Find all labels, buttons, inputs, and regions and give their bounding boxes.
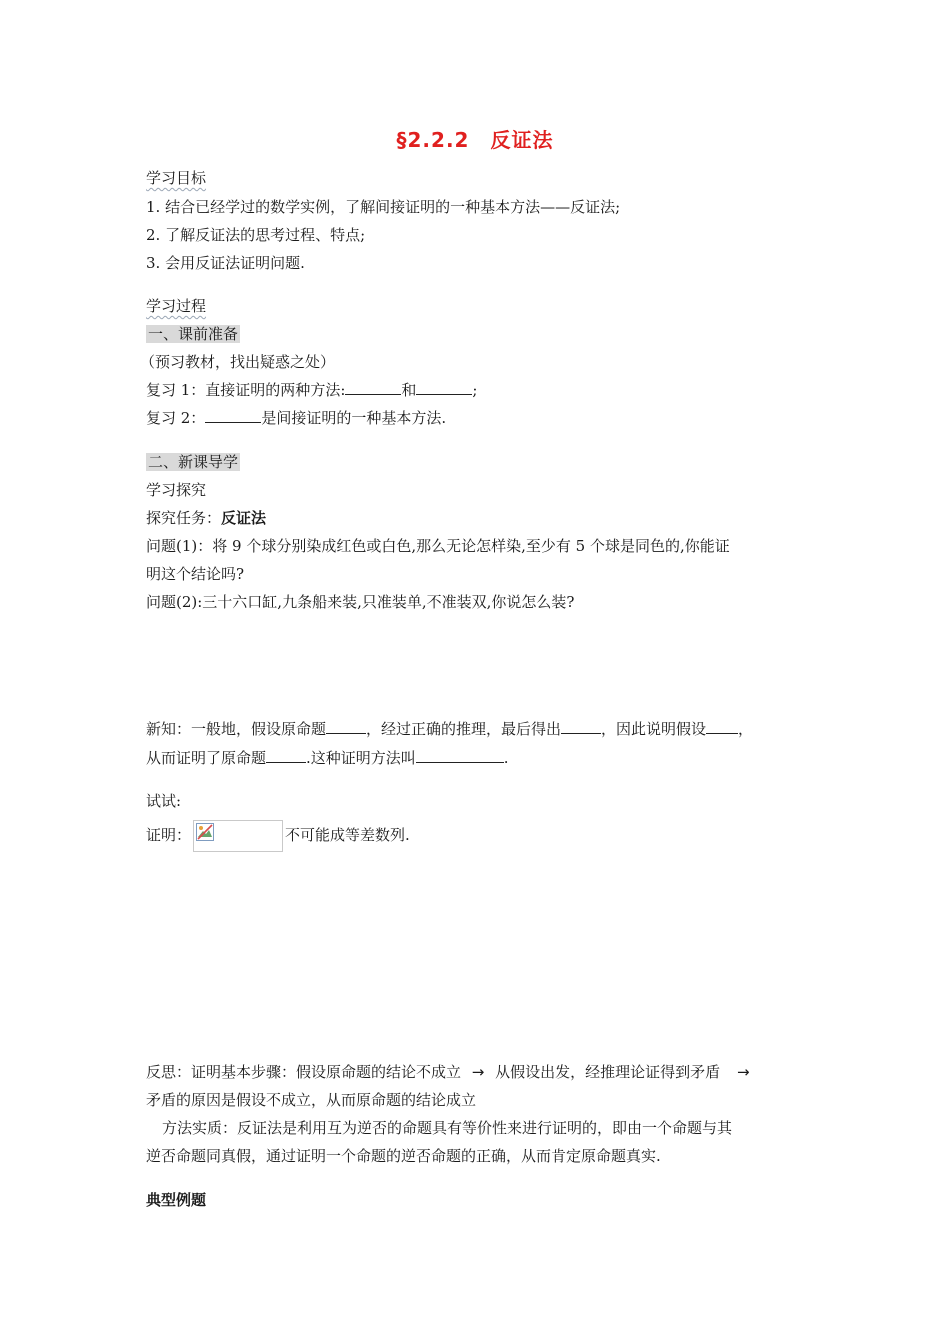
formula-image-placeholder bbox=[193, 820, 283, 852]
fill-blank[interactable] bbox=[266, 748, 306, 763]
question-1-line-2: 明这个结论吗? bbox=[146, 565, 245, 583]
goal-item-3: 3. 会用反证法证明问题. bbox=[146, 254, 305, 272]
fill-blank[interactable] bbox=[706, 719, 738, 734]
review-2-text-a: 复习 2： bbox=[146, 409, 206, 427]
reflection-line-1 bbox=[146, 1062, 750, 1082]
nk-text-d: ， bbox=[738, 720, 754, 738]
fill-blank[interactable] bbox=[416, 748, 504, 763]
arrow-icon: → bbox=[471, 1063, 485, 1081]
nk-text-e: 从而证明了原命题 bbox=[146, 749, 267, 767]
reflection-line-2: 矛盾的原因是假设不成立，从而原命题的结论成立 bbox=[146, 1091, 477, 1109]
section-2-heading bbox=[146, 452, 240, 472]
task-label: 探究任务： bbox=[146, 509, 222, 527]
explore-heading: 学习探究 bbox=[146, 481, 207, 499]
try-heading: 试试: bbox=[146, 792, 182, 810]
review-1-text-a: 复习 1：直接证明的两种方法: bbox=[146, 381, 346, 399]
prove-label: 证明： bbox=[146, 826, 192, 844]
nk-text-a: 新知：一般地，假设原命题 bbox=[146, 720, 327, 738]
goals-heading: 学习目标 bbox=[146, 169, 207, 187]
review-1-text-b: 和 bbox=[401, 381, 417, 399]
nk-text-f: .这种证明方法叫 bbox=[306, 749, 416, 767]
task-name: 反证法 bbox=[221, 509, 267, 527]
goal-item-1: 1. 结合已经学过的数学实例，了解间接证明的一种基本方法——反证法; bbox=[146, 198, 621, 216]
reflection-text-b: 从假设出发，经推理论证得到矛盾 bbox=[495, 1063, 721, 1081]
review-1 bbox=[146, 380, 477, 400]
section-2-label: 二、新课导学 bbox=[148, 453, 239, 471]
fill-blank[interactable] bbox=[416, 380, 472, 395]
page-title: §2.2.2 反证法 bbox=[396, 128, 554, 152]
review-2 bbox=[146, 408, 446, 428]
reflection-text-a: 反思：证明基本步骤：假设原命题的结论不成立 bbox=[146, 1063, 462, 1081]
review-1-text-c: ; bbox=[472, 381, 478, 399]
method-line-2: 逆否命题同真假，通过证明一个命题的逆否命题的正确，从而肯定原命题真实. bbox=[146, 1147, 661, 1165]
fill-blank[interactable] bbox=[205, 408, 261, 423]
section-1-heading bbox=[146, 324, 240, 344]
section-1-label: 一、课前准备 bbox=[148, 325, 239, 343]
fill-blank[interactable] bbox=[326, 719, 366, 734]
new-knowledge-line-1 bbox=[146, 719, 753, 739]
examples-heading: 典型例题 bbox=[146, 1191, 207, 1209]
question-1-line-1: 问题(1)：将 9 个球分别染成红色或白色,那么无论怎样染,至少有 5 个球是同色的,你能证 bbox=[146, 537, 730, 555]
fill-blank[interactable] bbox=[561, 719, 601, 734]
fill-blank[interactable] bbox=[345, 380, 401, 395]
method-line-1: 方法实质：反证法是利用互为逆否的命题具有等价性来进行证明的，即由一个命题与其 bbox=[162, 1119, 733, 1137]
arrow-icon: → bbox=[736, 1063, 750, 1081]
review-2-text-b: 是间接证明的一种基本方法. bbox=[261, 409, 447, 427]
broken-image-icon bbox=[196, 823, 214, 841]
nk-text-c: ，因此说明假设 bbox=[601, 720, 707, 738]
question-2: 问题(2):三十六口缸,九条船来装,只准装单,不准装双,你说怎么装? bbox=[146, 593, 575, 611]
preview-note: （预习教材，找出疑惑之处） bbox=[140, 353, 336, 371]
try-prove bbox=[146, 820, 410, 852]
process-heading: 学习过程 bbox=[146, 297, 207, 315]
explore-task bbox=[146, 508, 266, 528]
new-knowledge-line-2 bbox=[146, 748, 509, 768]
prove-text: 不可能成等差数列. bbox=[285, 826, 410, 844]
nk-text-g: . bbox=[503, 749, 509, 767]
nk-text-b: ，经过正确的推理，最后得出 bbox=[366, 720, 562, 738]
goal-item-2: 2. 了解反证法的思考过程、特点; bbox=[146, 226, 366, 244]
